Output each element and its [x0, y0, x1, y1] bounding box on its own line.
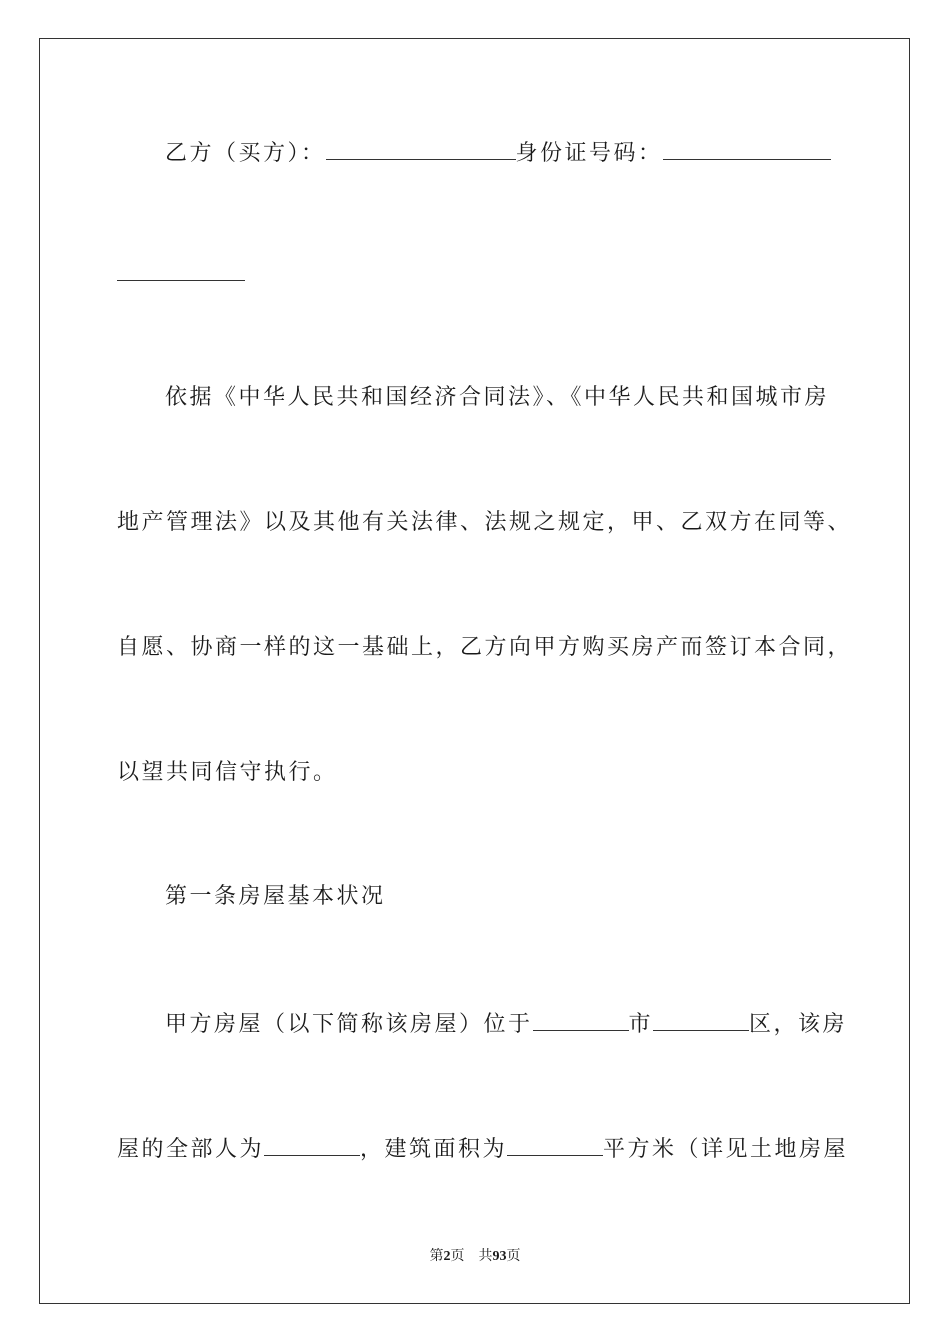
page-footer — [0, 1246, 950, 1267]
id-number-blank[interactable] — [663, 137, 831, 160]
footer-total-suffix: 页 — [506, 1248, 521, 1264]
id-number-label: 身份证号码： — [515, 141, 663, 166]
buyer-name-blank[interactable] — [326, 137, 516, 160]
footer-page-total: 93 — [492, 1249, 507, 1264]
party-b-label: 乙方（买方）： — [165, 141, 326, 166]
owner-blank[interactable] — [264, 1133, 360, 1156]
id-number-continuation — [117, 258, 837, 290]
owner-line — [117, 1133, 849, 1165]
article-1-title: 第一条房屋基本状况 — [165, 884, 386, 909]
party-b-line — [165, 137, 837, 169]
city-blank[interactable] — [533, 1008, 629, 1031]
district-blank[interactable] — [653, 1008, 749, 1031]
basis-paragraph-line-2: 地产管理法》以及其他有关法律、法规之规定，甲、乙双方在同等、 — [117, 510, 853, 535]
owner-text-b: ，建筑面积为 — [360, 1137, 508, 1162]
location-line — [165, 1008, 848, 1040]
footer-page-suffix: 页 — [450, 1248, 465, 1264]
location-text-a: 甲方房屋（以下简称该房屋）位于 — [165, 1012, 533, 1037]
id-number-blank-continued[interactable] — [117, 258, 245, 281]
area-blank[interactable] — [507, 1133, 603, 1156]
basis-paragraph-line-3: 自愿、协商一样的这一基础上，乙方向甲方购买房产而签订本合同， — [117, 635, 853, 660]
location-text-c: 区，该房 — [749, 1012, 848, 1037]
basis-paragraph-line-1: 依据《中华人民共和国经济合同法》、《中华人民共和国城市房 — [165, 385, 830, 410]
footer-total-prefix: 共 — [478, 1248, 493, 1264]
basis-paragraph-line-4: 以望共同信守执行。 — [117, 760, 338, 785]
owner-text-c: 平方米（详见土地房屋 — [603, 1137, 849, 1162]
footer-page-current: 2 — [443, 1249, 451, 1264]
page-border — [39, 38, 910, 1304]
footer-page-prefix: 第 — [429, 1248, 444, 1264]
owner-text-a: 屋的全部人为 — [117, 1137, 265, 1162]
location-text-b: 市 — [628, 1012, 654, 1037]
